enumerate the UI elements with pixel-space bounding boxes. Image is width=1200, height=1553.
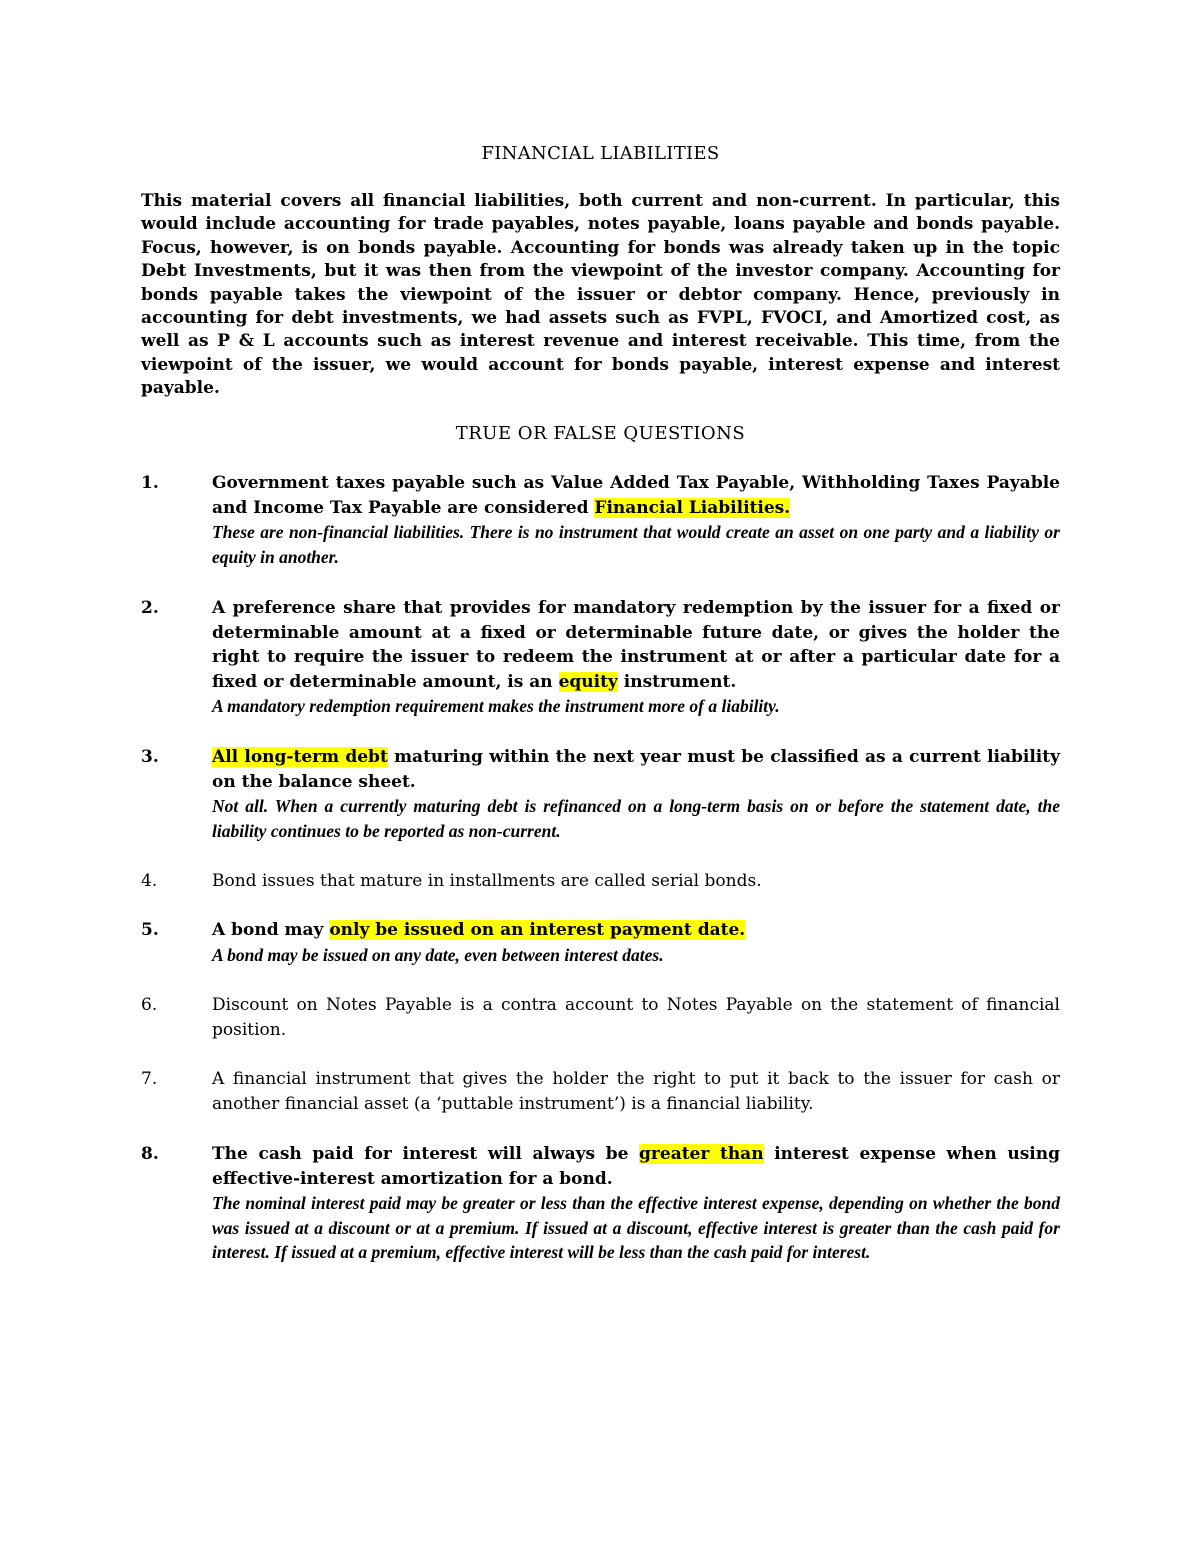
intro-paragraph: This material covers all financial liabilities, both current and non-current. In particular, this would include accounting for trade payables, notes payable, loans payable and bonds payable. Focus, however, is on bonds payable. Accounting for bonds was already taken up in the topic Debt Investments, but it was then from the viewpoint of the investor company. Accounting for bonds payable takes the viewpoint of the issuer or debtor company. Hence, previously in accounting for debt investments, we had assets such as FVPL, FVOCI, and Amortized cost, as well as P & L accounts such as interest revenue and interest receivable. This time, from the viewpoint of the issuer, we would account for bonds payable, interest expense and interest payable. xyxy=(141,191,1060,399)
statement-text: The cash paid for interest will always be xyxy=(212,1144,640,1164)
question-number: 2. xyxy=(141,598,159,618)
highlighted-text: only be issued on an interest payment date. xyxy=(329,920,746,940)
answer-explanation: Not all. When a currently maturing debt is refinanced on a long-term basis on or before the statement date, the liability continues to be reported as non-current. xyxy=(212,796,1060,841)
highlighted-text: All long-term debt xyxy=(212,747,388,767)
question-item-7 xyxy=(141,1067,1060,1116)
question-item-4 xyxy=(141,869,1060,894)
question-item-2 xyxy=(141,596,1060,719)
section-heading: TRUE OR FALSE QUESTIONS xyxy=(455,423,746,444)
question-number: 6. xyxy=(141,995,158,1015)
question-statement xyxy=(212,1142,1060,1191)
question-statement: A financial instrument that gives the holder the right to put it back to the issuer for cash or another financial asset (a ‘puttable instrument’) is a financial liability. xyxy=(212,1069,1060,1114)
question-statement xyxy=(212,471,1060,520)
highlighted-text: Financial Liabilities. xyxy=(594,497,791,518)
statement-text-end: interest expense when using effective-interest amortization for a bond. xyxy=(212,1144,1060,1189)
page-title: FINANCIAL LIABILITIES xyxy=(481,143,720,164)
answer-explanation: These are non-financial liabilities. There is no instrument that would create an asset on one party and a liability or equity in another. xyxy=(212,522,1060,567)
question-item-8 xyxy=(141,1142,1060,1265)
question-item-1 xyxy=(141,471,1060,569)
question-number: 5. xyxy=(141,920,159,940)
answer-explanation: The nominal interest paid may be greater or less than the effective interest expense, depending on whether the bond was issued at a discount or at a premium. If issued at a discount, effective interest is greater than the cash paid for interest. If issued at a premium, effective interest will be less than the cash paid for interest. xyxy=(212,1193,1060,1263)
question-statement xyxy=(212,596,1060,694)
question-number: 1. xyxy=(141,473,159,493)
question-item-3 xyxy=(141,745,1060,843)
statement-text: A bond may xyxy=(212,920,330,940)
question-number: 7. xyxy=(141,1069,158,1089)
question-number: 3. xyxy=(141,747,159,767)
statement-text: Government taxes payable such as Value Added Tax Payable, Withholding Taxes Payable and Income Tax Payable are considered xyxy=(212,473,1060,518)
statement-text-end: instrument. xyxy=(617,671,737,692)
statement-text: A preference share that provides for mandatory redemption by the issuer for a fixed or determinable amount at a fixed or determinable future date, or gives the holder the right to require the issuer to redeem the instrument at or after a particular date for a fixed or determinable amount, is an xyxy=(212,598,1060,692)
question-statement xyxy=(212,745,1060,794)
answer-explanation: A mandatory redemption requirement makes the instrument more of a liability. xyxy=(212,696,780,717)
question-statement xyxy=(212,918,1060,943)
question-item-6 xyxy=(141,993,1060,1042)
question-number: 4. xyxy=(141,871,158,891)
highlighted-text: greater than xyxy=(639,1144,764,1164)
statement-text-end: maturing within the next year must be classified as a current liability on the balance sheet. xyxy=(212,747,1060,792)
question-item-5 xyxy=(141,918,1060,967)
question-statement: Discount on Notes Payable is a contra account to Notes Payable on the statement of financial position. xyxy=(212,995,1060,1040)
highlighted-text: equity xyxy=(558,671,618,692)
question-number: 8. xyxy=(141,1144,159,1164)
question-statement: Bond issues that mature in installments are called serial bonds. xyxy=(212,871,762,891)
answer-explanation: A bond may be issued on any date, even between interest dates. xyxy=(212,944,664,965)
